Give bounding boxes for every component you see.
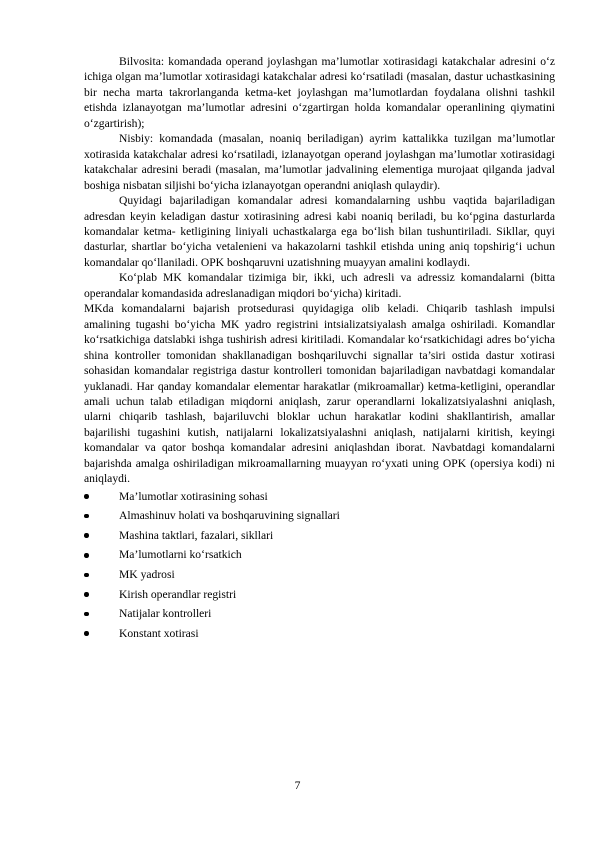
list-item (84, 604, 555, 624)
list-item (84, 526, 555, 546)
paragraph-nisbiy: Nisbiy: komandada (masalan, noaniq beriladigan) ayrim kattalikka tuzilgan ma’lumotlar xotirasida katakchalar adresi ko‘rsatiladi, izlanayotgan operand joylashgan ma’lumotlar xotirasidagi katakchalar adresini beradi (masalan, ma’lumotlar jadvalining elementiga murojaat qilganda jadval boshiga nisbatan siljishi bo‘yicha izlanayotgan operandni aniqlash qulaydir). (84, 132, 555, 192)
list-item-text: Almashinuv holati va boshqaruvining signallari (119, 509, 340, 523)
list-item (84, 506, 555, 526)
bullet-icon (84, 514, 89, 519)
document-body (84, 54, 555, 643)
list-item-text: Kirish operandlar registri (119, 587, 237, 601)
list-item-text: Ma’lumotlar xotirasining sohasi (119, 489, 268, 503)
list-item (84, 487, 555, 507)
page-number: 7 (294, 779, 301, 792)
list-item (84, 585, 555, 605)
bullet-icon (84, 553, 89, 558)
list-item-text: Natijalar kontrolleri (119, 607, 212, 621)
paragraph-bilvosita: Bilvosita: komandada operand joylashgan ma’lumotlar xotirasidagi katakchalar adresini o‘z ichiga olgan ma’lumotlar xotirasidagi katakchalar adresi ko‘rsatiladi (masalan, dastur uchastkasining bir necha marta takrorlanganda ketma-ket joylashgan ma’lumotlardan foydalana olishni tashkil etishda izlanayotgan ma’lumotlar adresini o‘zgartirgan holda komandalar operanlining qiymatini o‘zgartirish); (84, 55, 555, 130)
list-item-text: Ma’lumotlarni ko‘rsatkich (119, 548, 242, 562)
bullet-icon (84, 612, 89, 617)
bullet-icon (84, 631, 89, 636)
list-item (84, 624, 555, 644)
bullet-icon (84, 592, 89, 597)
bullet-icon (84, 573, 89, 578)
bullet-icon (84, 494, 89, 499)
list-item-text: MK yadrosi (119, 568, 175, 582)
list-item (84, 565, 555, 585)
paragraph-mkda: MKda komandalarni bajarish protsedurasi quyidagiga olib keladi. Chiqarib tashlash impulsi amalining tugashi bo‘yicha MK yadro registrini intsializatsiyalash amalga oshiriladi. Komandlar ko‘rsatkichiga datslabki ishga tushirish adresi kiritiladi. Komandalar ko‘rsatkichidagi adres bo‘yicha shina kontroller tomonidan shakllanadigan boshqariluvchi signallar ta’siri ostida dastur xotirasi sohasidan komandalar registriga dastur kontrolleri tomonidan bajariladigan navbatdagi komandalar yuklanadi. Har qanday komandalar elementar harakatlar (mikroamallar) ketma-ketligini, operandlar amali uchun talab etiladigan miqdorni aniqlash, zarur operandlarni lokalizatsiyalashni aniqlash, ularni chiqarib tashlash, bajariluvchi bloklar uchun harakatlar kodini shakllantirish, amallar bajarilishi tugashini kutish, natijalarni lokalizatsiyalashni aniqlash, natijalarni kiritish, keyingi komandalar va qator boshqa komandalar adresini aniqlashdan iborat. Navbatdagi komandalarni bajarishda amalga oshiriladigan mikroamallarning muayyan ro‘yxati uning OPK (opersiya kodi) ni aniqlaydi. (84, 302, 555, 486)
paragraph-koplab: Ko‘plab MK komandalar tizimiga bir, ikki, uch adresli va adressiz komandalarni (bitta operandalar komandasida adreslanadigan miqdori bo‘yicha) kiritadi. (84, 271, 555, 300)
bullet-icon (84, 533, 89, 538)
list-item-text: Konstant xotirasi (119, 626, 199, 640)
list-item (84, 545, 555, 565)
list-item-text: Mashina taktlari, fazalari, sikllari (119, 528, 274, 542)
bullet-list (84, 487, 555, 644)
paragraph-quyidagi: Quyidagi bajariladigan komandalar adresi komandalarning ushbu vaqtida bajariladigan adresdan keyin keladigan dastur xotirasining adresi kabi noaniq beriladi, bu ko‘pgina dasturlarda komandalar ketma- ketligining liniyali uchastkalarga ega bo‘lish bilan tushuntiriladi. Sikllar, quyi dasturlar, shartlar bo‘yicha vetalenieni va hakazolarni tashkil etishda uning aniq topshirig‘i uchun komandalar qo‘llaniladi. OPK boshqaruvni uzatishning muayyan amalini kodlaydi. (84, 194, 555, 269)
